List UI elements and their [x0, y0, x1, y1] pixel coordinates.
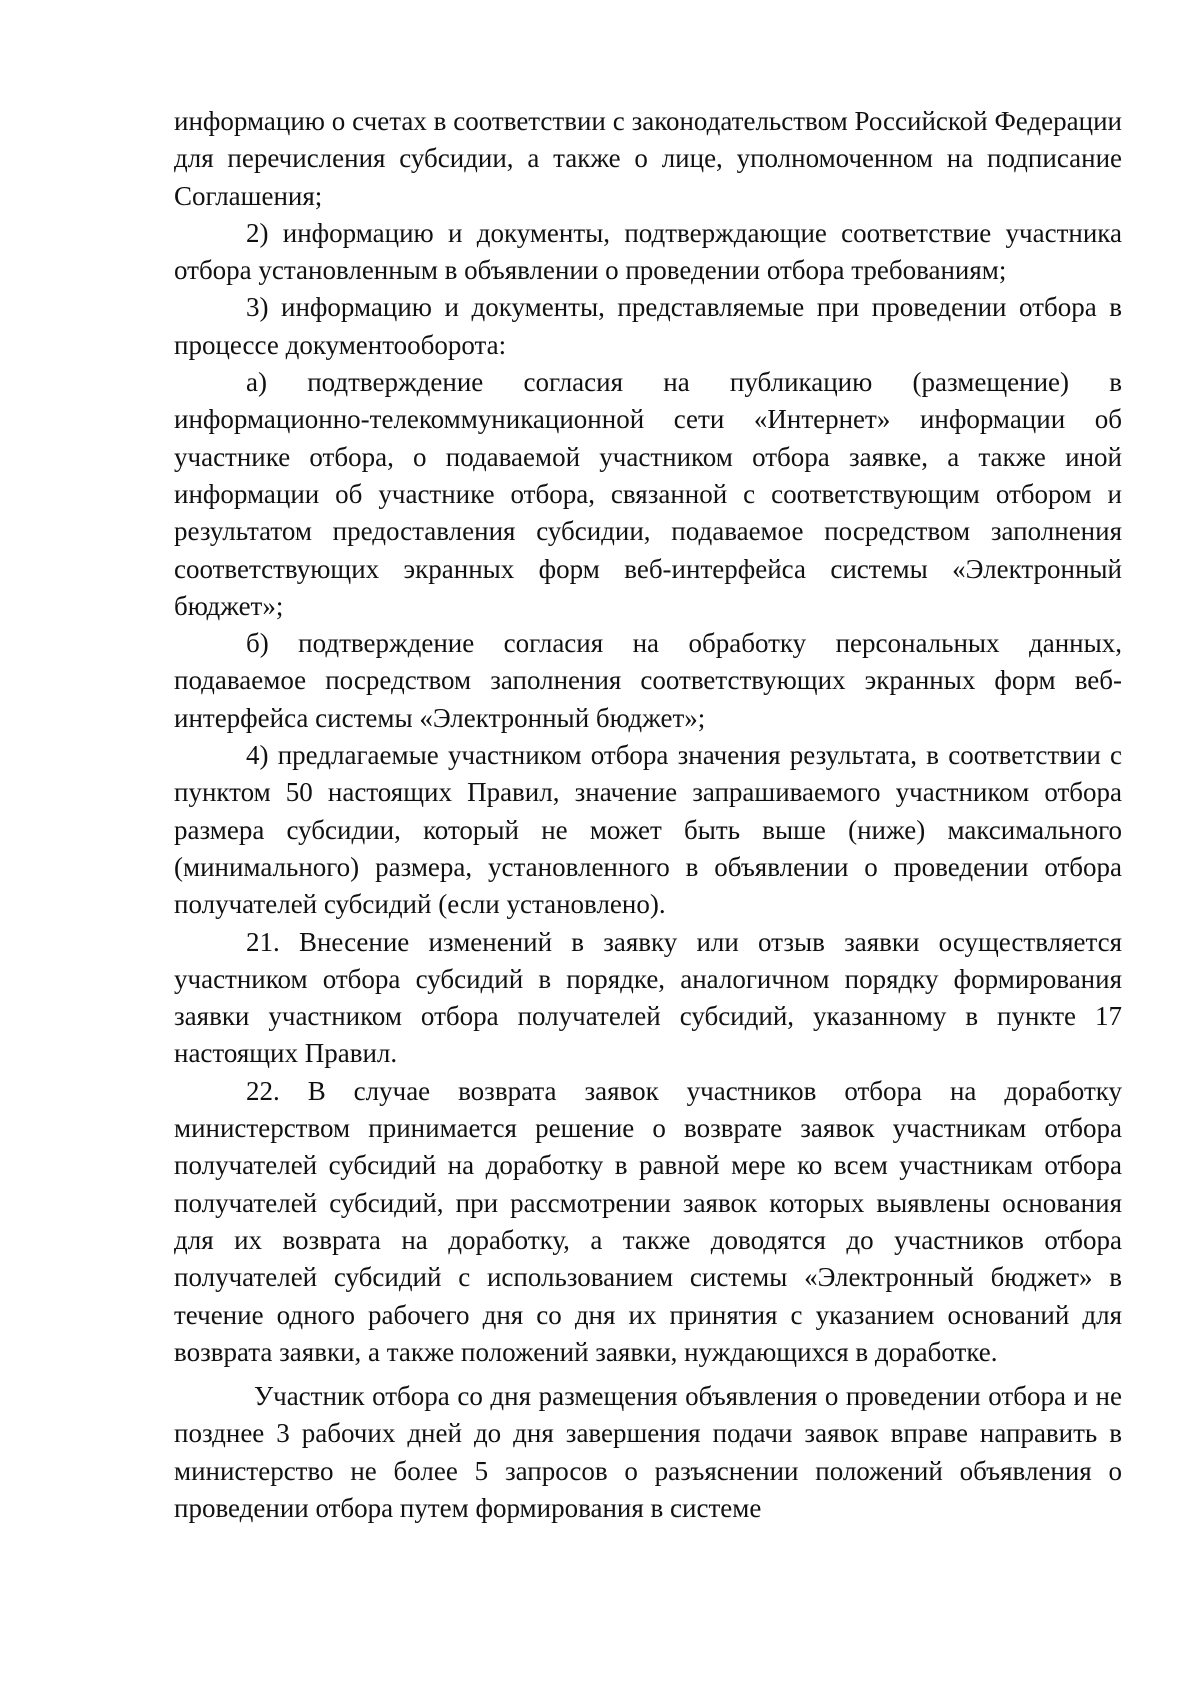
paragraph-accounts-info: информацию о счетах в соответствии с законодательством Российской Федерации для перечисления субсидии, а также о лице, уполномоченном на подписание Соглашения; [174, 106, 1122, 211]
paragraph-item-3: 3) информацию и документы, представляемые при проведении отбора в процессе документооборота: [174, 292, 1122, 360]
paragraph-participant-requests: Участник отбора со дня размещения объявления о проведении отбора и не позднее 3 рабочих дней до дня завершения подачи заявок вправе направить в министерство не более 5 запросов о разъяснении положений объявления о проведении отбора путем формирования в системе [174, 1381, 1122, 1523]
paragraph-section-22: 22. В случае возврата заявок участников отбора на доработку министерством принимается решение о возврате заявок участникам отбора получателей субсидий на доработку в равной мере ко всем участникам отбора получателей субсидий, при рассмотрении заявок которых выявлены основания для их возврата на доработку, а также доводятся до участников отбора получателей субсидий с использованием системы «Электронный бюджет» в течение одного рабочего дня со дня их принятия с указанием оснований для возврата заявки, а также положений заявки, нуждающихся в доработке. [174, 1075, 1122, 1367]
document-page [174, 103, 1122, 1527]
paragraph-subitem-b: б) подтверждение согласия на обработку персональных данных, подаваемое посредством заполнения соответствующих экранных форм веб-интерфейса системы «Электронный бюджет»; [174, 628, 1122, 733]
paragraph-subitem-a: а) подтверждение согласия на публикацию (размещение) в информационно-телекоммуникационной сети «Интернет» информации об участнике отбора, о подаваемой участником отбора заявке, а также иной информации об участнике отбора, связанной с соответствующим отбором и результатом предоставления субсидии, подаваемое посредством заполнения соответствующих экранных форм веб-интерфейса системы «Электронный бюджет»; [174, 367, 1122, 621]
paragraph-section-21: 21. Внесение изменений в заявку или отзыв заявки осуществляется участником отбора субсидий в порядке, аналогичном порядку формирования заявки участником отбора получателей субсидий, указанному в пункте 17 настоящих Правил. [174, 926, 1122, 1069]
paragraph-item-4: 4) предлагаемые участником отбора значения результата, в соответствии с пунктом 50 настоящих Правил, значение запрашиваемого участником отбора размера субсидии, который не может быть выше (ниже) максимального (минимального) размера, установленного в объявлении о проведении отбора получателей субсидий (если установлено). [174, 740, 1122, 920]
paragraph-item-2: 2) информацию и документы, подтверждающие соответствие участника отбора установленным в объявлении о проведении отбора требованиям; [174, 217, 1122, 286]
